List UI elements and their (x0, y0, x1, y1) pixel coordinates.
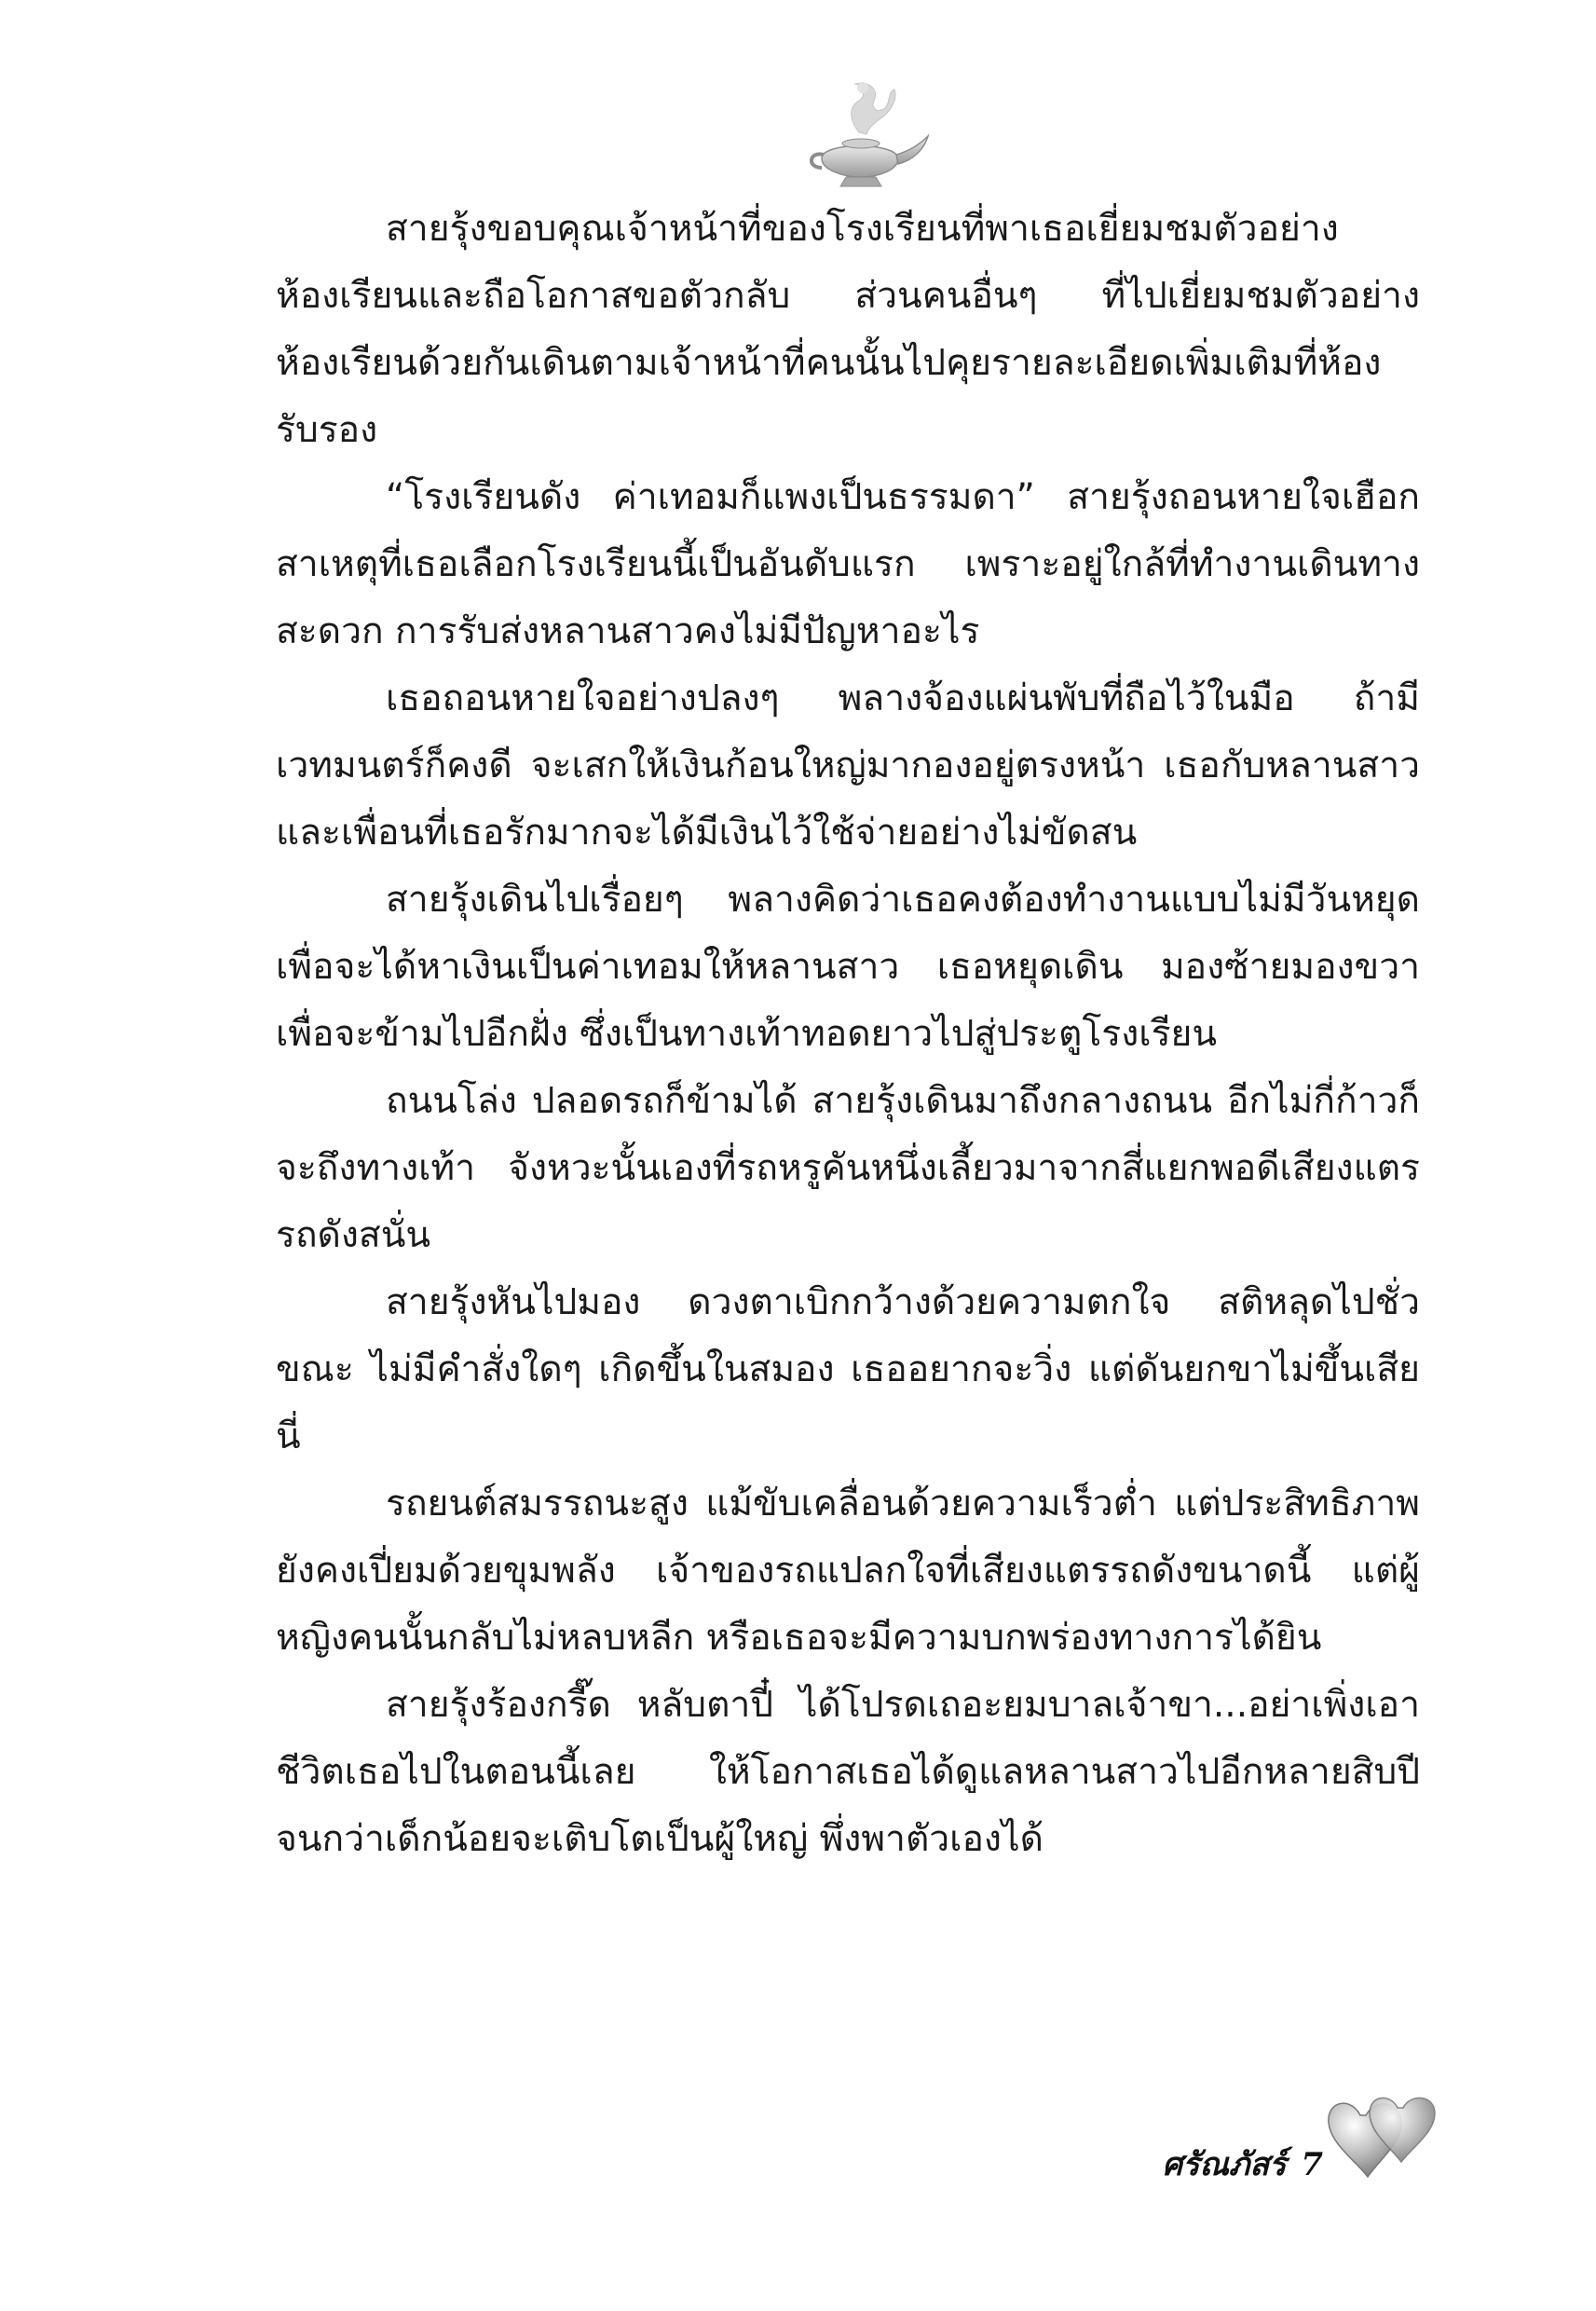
paragraph: สายรุ้งหันไปมอง ดวงตาเบิกกว้างด้วยความตกใจ สติหลุดไปชั่วขณะ ไม่มีคำสั่งใดๆ เกิดขึ้นในสมอง เธออยากจะวิ่ง แต่ดันยกขาไม่ขึ้นเสียนี่ (276, 1281, 1420, 1457)
paragraph: ถนนโล่ง ปลอดรถก็ข้ามได้ สายรุ้งเดินมาถึงกลางถนน อีกไม่กี่ก้าวก็จะถึงทางเท้า จังหวะนั้นเองที่รถหรูคันหนึ่งเลี้ยวมาจากสี่แยกพอดีเสียงแตรรถดังสนั่น (276, 1080, 1420, 1256)
paragraph: เธอถอนหายใจอย่างปลงๆ พลางจ้องแผ่นพับที่ถือไว้ในมือ ถ้ามีเวทมนตร์ก็คงดี จะเสกให้เงินก้อนใหญ่มากองอยู่ตรงหน้า เธอกับหลานสาวและเพื่อนที่เธอรักมากจะได้มีเงินไว้ใช้จ่ายอย่างไม่ขัดสน (276, 677, 1420, 854)
author-name: ศรัณภัสร์ (1162, 2146, 1287, 2183)
page-number: 7 (1301, 2146, 1323, 2183)
hearts-icon (1323, 2087, 1444, 2199)
genie-lamp-icon (794, 65, 934, 205)
footer-label (1163, 2139, 1323, 2189)
body-text (276, 196, 1420, 1901)
paragraph: รถยนต์สมรรถนะสูง แม้ขับเคลื่อนด้วยความเร็วต่ำ แต่ประสิทธิภาพยังคงเปี่ยมด้วยขุมพลัง เจ้าของรถแปลกใจที่เสียงแตรรถดังขนาดนี้ แต่ผู้หญิงคนนั้นกลับไม่หลบหลีก หรือเธอจะมีความบกพร่องทางการได้ยิน (276, 1483, 1420, 1659)
paragraph: สายรุ้งเดินไปเรื่อยๆ พลางคิดว่าเธอคงต้องทำงานแบบไม่มีวันหยุดเพื่อจะได้หาเงินเป็นค่าเทอมให้หลานสาว เธอหยุดเดิน มองซ้ายมองขวาเพื่อจะข้ามไปอีกฝั่ง ซึ่งเป็นทางเท้าทอดยาวไปสู่ประตูโรงเรียน (276, 879, 1420, 1055)
paragraph: สายรุ้งร้องกรี๊ด หลับตาปี๋ ได้โปรดเถอะยมบาลเจ้าขา...อย่าเพิ่งเอาชีวิตเธอไปในตอนนี้เลย ให้โอกาสเธอได้ดูแลหลานสาวไปอีกหลายสิบปีจนกว่าเด็กน้อยจะเติบโตเป็นผู้ใหญ่ พึ่งพาตัวเองได้ (276, 1684, 1420, 1860)
paragraph: “โรงเรียนดัง ค่าเทอมก็แพงเป็นธรรมดา” สายรุ้งถอนหายใจเฮือก สาเหตุที่เธอเลือกโรงเรียนนี้เป็นอันดับแรก เพราะอยู่ใกล้ที่ทำงานเดินทางสะดวก การรับส่งหลานสาวคงไม่มีปัญหาอะไร (276, 476, 1420, 652)
page-footer (1071, 2087, 1463, 2208)
paragraph: สายรุ้งขอบคุณเจ้าหน้าที่ของโรงเรียนที่พาเธอเยี่ยมชมตัวอย่างห้องเรียนและถือโอกาสขอตัวกลับ ส่วนคนอื่นๆ ที่ไปเยี่ยมชมตัวอย่างห้องเรียนด้วยกันเดินตามเจ้าหน้าที่คนนั้นไปคุยรายละเอียดเพิ่มเติมที่ห้องรับรอง (276, 208, 1420, 451)
